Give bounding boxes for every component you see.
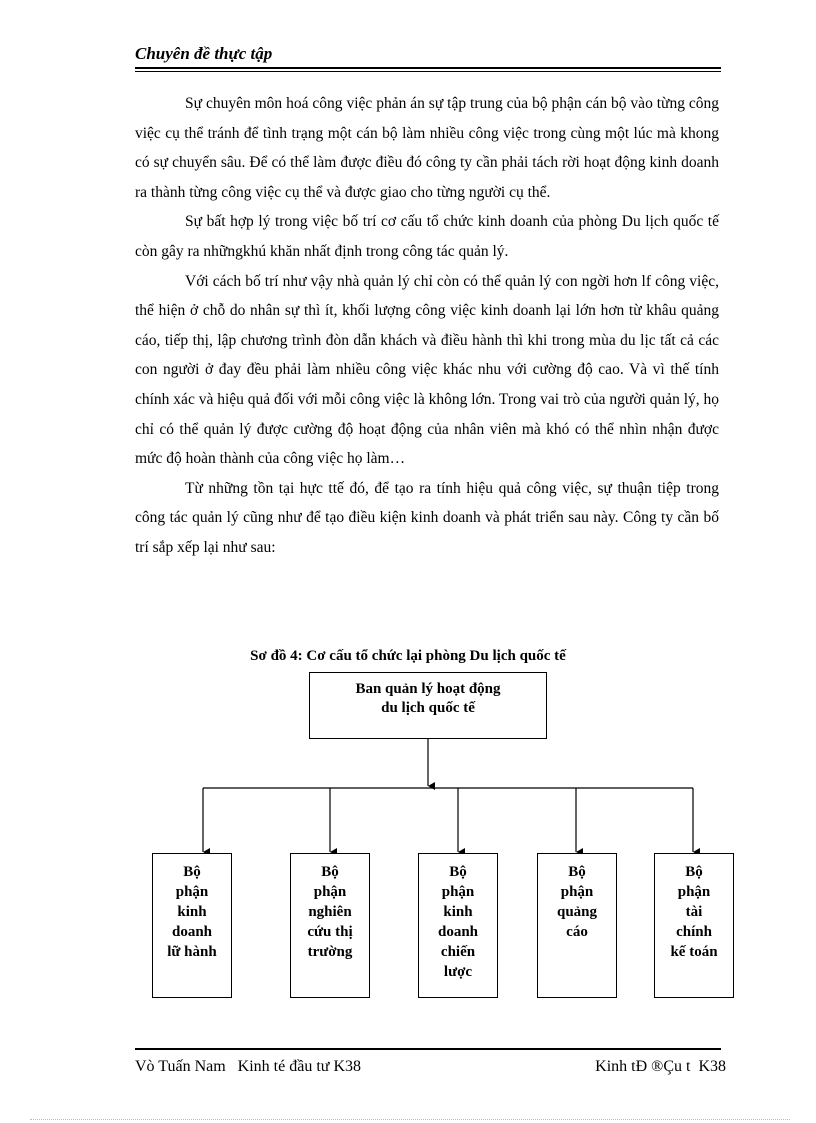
footer-author: Vò Tuấn Nam Kinh té đầu tư K38 bbox=[135, 1058, 361, 1075]
org-node-advertising bbox=[537, 853, 617, 998]
page-bottom-border bbox=[30, 1119, 790, 1120]
org-node-market-research bbox=[290, 853, 370, 998]
org-node-strategic-business bbox=[418, 853, 498, 998]
node-line: Bộ bbox=[183, 864, 201, 880]
paragraph-4: Từ những tồn tại hực ttế đó, để tạo ra tính hiệu quả công việc, sự thuận tiệp trong công tác quản lý cũng như để tạo điều kiện kinh doanh và phát triển sau này. Công ty cần bố trí sắp xếp lại như sau: bbox=[135, 479, 719, 556]
node-line: kinh bbox=[443, 904, 473, 920]
node-line: du lịch quốc tế bbox=[381, 700, 475, 716]
node-line: Bộ bbox=[685, 864, 703, 880]
node-line: phận bbox=[677, 884, 711, 900]
org-node-finance-accounting bbox=[654, 853, 734, 998]
footer-course: Kinh tÐ ®Çu t K38 bbox=[595, 1058, 726, 1075]
node-line: phận bbox=[441, 884, 475, 900]
node-line: tài bbox=[685, 904, 703, 920]
node-line: kinh bbox=[177, 904, 207, 920]
node-line: Bộ bbox=[449, 864, 467, 880]
footer-rule bbox=[135, 1048, 721, 1050]
org-node-tour-business bbox=[152, 853, 232, 998]
node-line: cứu thị bbox=[307, 924, 353, 940]
node-line: nghiên bbox=[308, 904, 352, 920]
node-line: phận bbox=[175, 884, 209, 900]
node-line: doanh bbox=[437, 924, 479, 940]
node-line: lữ hành bbox=[167, 944, 217, 960]
page-header-title: Chuyên đề thực tập bbox=[135, 44, 273, 63]
node-line: lược bbox=[443, 964, 473, 980]
node-line: chính bbox=[676, 924, 712, 940]
paragraph-1: Sự chuyên môn hoá công việc phản án sự tập trung của bộ phận cán bộ vào từng công việc cụ thể tránh để tình trạng một cán bộ làm nhiều công việc trong cùng một lúc mà khong có sự chuyển sâu. Để có thể làm được điều đó công ty cần phải tách rời hoạt động kinh doanh ra thành từng công việc cụ thể và được giao cho từng người cụ thể. bbox=[135, 95, 719, 201]
org-node-management-board bbox=[309, 672, 547, 739]
node-line: doanh bbox=[171, 924, 213, 940]
paragraph-2: Sự bất hợp lý trong việc bố trí cơ cấu tổ chức kinh doanh của phòng Du lịch quốc tế còn gây ra nhữngkhú khăn nhất định trong công tác quản lý. bbox=[135, 213, 719, 260]
node-line: trường bbox=[307, 944, 353, 960]
node-line: kế toán bbox=[670, 944, 718, 960]
node-line: Bộ bbox=[321, 864, 339, 880]
node-line: phận bbox=[313, 884, 347, 900]
node-line: chiến bbox=[440, 944, 476, 960]
node-line: cáo bbox=[566, 924, 588, 940]
node-line: Ban quản lý hoạt động bbox=[355, 681, 501, 697]
node-line: Bộ bbox=[568, 864, 586, 880]
node-line: quảng bbox=[556, 904, 598, 920]
diagram-caption: Sơ đồ 4: Cơ cấu tổ chức lại phòng Du lịch quốc tế bbox=[250, 648, 566, 664]
paragraph-3: Với cách bố trí như vậy nhà quản lý chỉ còn có thể quản lý con ngời hơn lf công việc, thể hiện ở chỗ do nhân sự thì ít, khối lượng công việc kinh doanh lại lớn hơn từ khâu quảng cáo, tiếp thị, lập chương trình đòn dẫn khách và điều hành thì khi trong mùa du lịc tất cả các con người ở đay đều phải làm nhiều công việc khác nhu với cường độ cao. Và vì thế tính chính xác và hiệu quả đối với mỗi công việc là không lớn. Trong vai trò của người quản lý, họ chỉ có thể quản lý được cường độ hoạt động của nhân viên mà khó có thể nhìn nhận được mức độ hoàn thành của công việc họ làm… bbox=[135, 272, 720, 468]
node-line: phận bbox=[560, 884, 594, 900]
